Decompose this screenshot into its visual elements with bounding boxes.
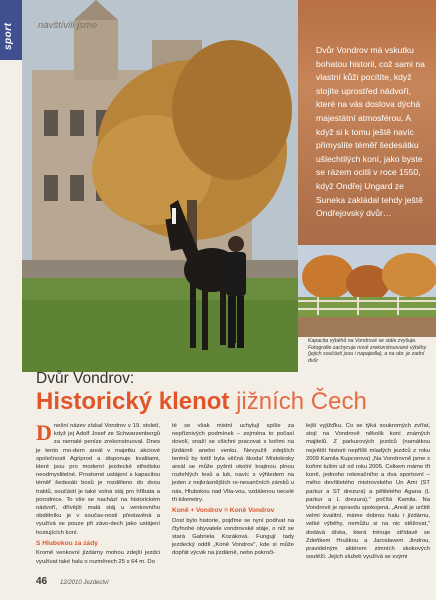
subhead-hluboka: S Hlubokou za zády [36,539,98,547]
paddock-photo [298,245,436,337]
intro-text: Dvůr Vondrov má vskutku bohatou historii, což sami na vlastní kůži pocítíte, když stojíte uprostřed nádvoří, které na vás doslova dýchá majestátní atmosférou. A když si k tomu ještě navíc přimyslíte téměř šedesátku ušlechtilých koní, jako byste se rázem ocitli v roce 1550, když Ondřej Ungard ze Suneka zakládal tehdy ještě Ondřejovský dvůr… [316,45,425,219]
headline-light: jižních Čech [236,388,367,415]
column-1-text-1: nešní název získal Vondrov v 19. století, když jej Adolf Josef ze Schwarzenbergů za nemalé peníze zrekonstruoval. Dnes je tento mo-dern areál v majetku akciové společnosti Agriprod a disponuje kvalitami, které jsou pro moderní jezdecké středisko neodmyslitelné. Prostorné ustájení s kapacitou téměř šedesáti boxů je rozděleno do dvou traktů, součástí je také volná stáj pro hříbata a porodnice. To vše se nachází na historickém nádvoří, dřívější malá stáj u venkovního obdélníku je v součas-nosti přestavěná a využívá se pouze při závo-dech jako ustájení hostujících koní. [36,423,160,536]
column-2-paragraph-2: Dost bylo historie, pojďme se nyní podívat na čtyřnohé obyvatele vondrovské stáje, o níž se stará Gabriela Kozáková. Fungují tady jezdecký oddíl „Koně Vondrov", kde si může dopřát výcvik na jízdárně, nebo pokroči- [172,517,294,557]
body-column-2 [172,422,294,560]
drop-cap: D [36,420,52,445]
main-photo [22,0,298,372]
section-tab [0,0,22,60]
page-number: 46 [36,576,48,587]
headline-line1: Dvůr Vondrov: [36,370,135,387]
footer-magazine: 12/2010 Jezdectví [60,580,109,586]
column-1-paragraph-2: Kromě venkovní jízdárny mohou zdejší jezdci využívat také halu o rozměrech 25 x 64 m. Do [36,550,160,565]
headline-main [36,388,367,416]
column-3-paragraph-1: lejší vyjížďku. Co se týká soukromých zvířat, stojí na Vondrově několik koní známých majitelů. Z parkurových jezdců (namátkou největší historii nepříliš mladých jezdců z roku 2009 Kamila Kupcorova) „Na Vondrovně jsme s koňmi tušim už od roku 2005. Celkem máme tři koně, jednoho rekreačního a dva sportovní – mého devítiletého mistrovského Un Ami (ST parkur a ST drezura) a pětiletého Agana (L parkur a L drezura)," počítá Kamila. Na Vondrově je opravdu spokojená. „Areál je určitě velmi kvalitní, máme dobrou halu i jízdárnu, velké výběhy, nemůžu si na nic stěžovat," dodává dívka, která trénuje střídavě se Zdeňkem Hruškou a Jaroslavem Jindrou, pravidelným aktérem zimních skokových soutěží. Jejich služeb využívá se svými [306,423,430,561]
column-1-paragraph-1 [36,422,160,537]
body-column-1 [36,422,160,568]
subhead-kone-vondrov: Koně + Vondrov = Koně Vondrov [172,507,275,515]
section-label: sport [3,22,14,50]
headline-strong: Historický klenot [36,388,230,415]
photo-caption: Kapacita výběhů na Vondrově se stále zvyšuje. Fotografie zachycuje nově zrekonstruované výběhy (jejich součástí jsou i napajedla), a na obr. je zadní dvůr [308,338,427,364]
photo-header: navštívili jsme [38,20,98,31]
body-column-3 [306,422,430,563]
intro-panel [298,0,436,245]
column-2-paragraph-1: té se však mistní uchylují spíše za nepříznivých podmínek – zejména to počasí dovolí, snaží se všichni pracovat s koňmi na jízdárně anebo venku. Nevyužít zdejších terénů by totiž byla věčná škoda! Místokrsky areál se může pyšnit okolní krajinou plnou rozlehlých lesů a luk, navíc s výhledem na jeden z nejkrásnějších re-nesančních zámků u nás, Hlubokou nad Vlta-vou, vzdálenou necelé tři kilometry. [172,423,294,503]
